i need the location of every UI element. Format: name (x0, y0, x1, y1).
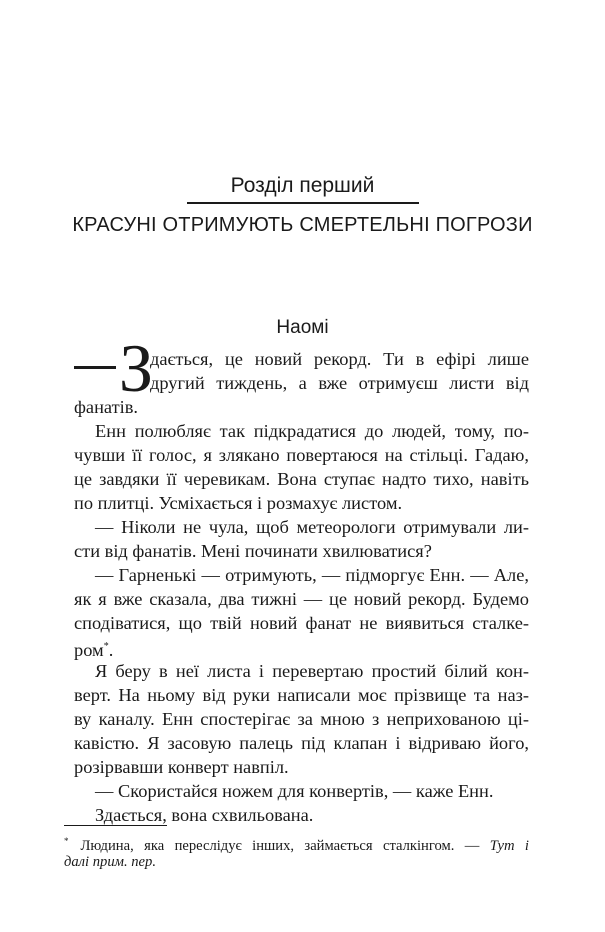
em-dash-decoration (74, 366, 116, 369)
footnote-reference[interactable]: * (103, 641, 109, 652)
text-line: сти від фанатів. Мені починати хвилюватися? (74, 541, 432, 561)
chapter-label: Розділ перший (230, 174, 375, 197)
text-line: чувши її голос, я злякано повертаюся на стільці. Гадаю, (74, 445, 529, 465)
footnote-text: Людина, яка переслідує інших, займається сталкінгом. — (80, 838, 480, 854)
text-line: по плитці. Усміхається і розмахує листом. (74, 493, 403, 513)
chapter-divider (187, 202, 419, 204)
text-line: Я беру в неї листа і перевертаю простий білий кон- (95, 661, 529, 681)
section-heading: Наомі (276, 317, 329, 338)
text-line: фанатів. (74, 397, 139, 417)
footnote-mark: * (64, 836, 69, 846)
text-fragment: . (108, 640, 114, 660)
chapter-title: КРАСУНІ ОТРИМУЮТЬ СМЕРТЕЛЬНІ ПОГРОЗИ (72, 214, 533, 236)
text-line: — Скористайся ножем для конвертів, — каже Енн. (95, 781, 494, 801)
footnote-italic: Тут і (489, 838, 529, 854)
text-line: Здається, вона схвильована. (95, 805, 314, 825)
text-line: як я вже сказала, два тижні — це новий рекорд. Будемо (74, 589, 529, 609)
text-line: — Гарненькі — отримують, — підморгує Енн. — Але, (95, 565, 529, 585)
text-line: сподіватися, що твій новий фанат не виявиться сталке- (74, 613, 529, 633)
text-line: ву каналу. Енн спостерігає за мною з неприхованою ці- (74, 709, 529, 729)
text-line: це завдяки її черевикам. Вона ступає надто тихо, навіть (74, 469, 529, 489)
text-line (74, 635, 529, 659)
text-line: другий тиждень, а вже отримуєш листи від (150, 373, 529, 393)
text-line: кавістю. Я засовую палець під клапан і відриваю його, (74, 733, 529, 753)
text-line: — Ніколи не чула, щоб метеорологи отримували ли- (95, 517, 529, 537)
text-line: дається, це новий рекорд. Ти в ефірі лише (150, 349, 529, 369)
footnote-italic: далі прим. пер. (64, 854, 156, 870)
text-line: верт. На ньому від руки написали моє прізвище та наз- (74, 685, 529, 705)
footnote-line (64, 852, 529, 873)
drop-cap: З (119, 330, 154, 406)
footnote-divider (64, 825, 167, 826)
text-line: Енн полюбляє так підкрадатися до людей, тому, по- (95, 421, 529, 441)
text-line: розірвавши конверт навпіл. (74, 757, 289, 777)
text-fragment: ром (74, 640, 104, 660)
